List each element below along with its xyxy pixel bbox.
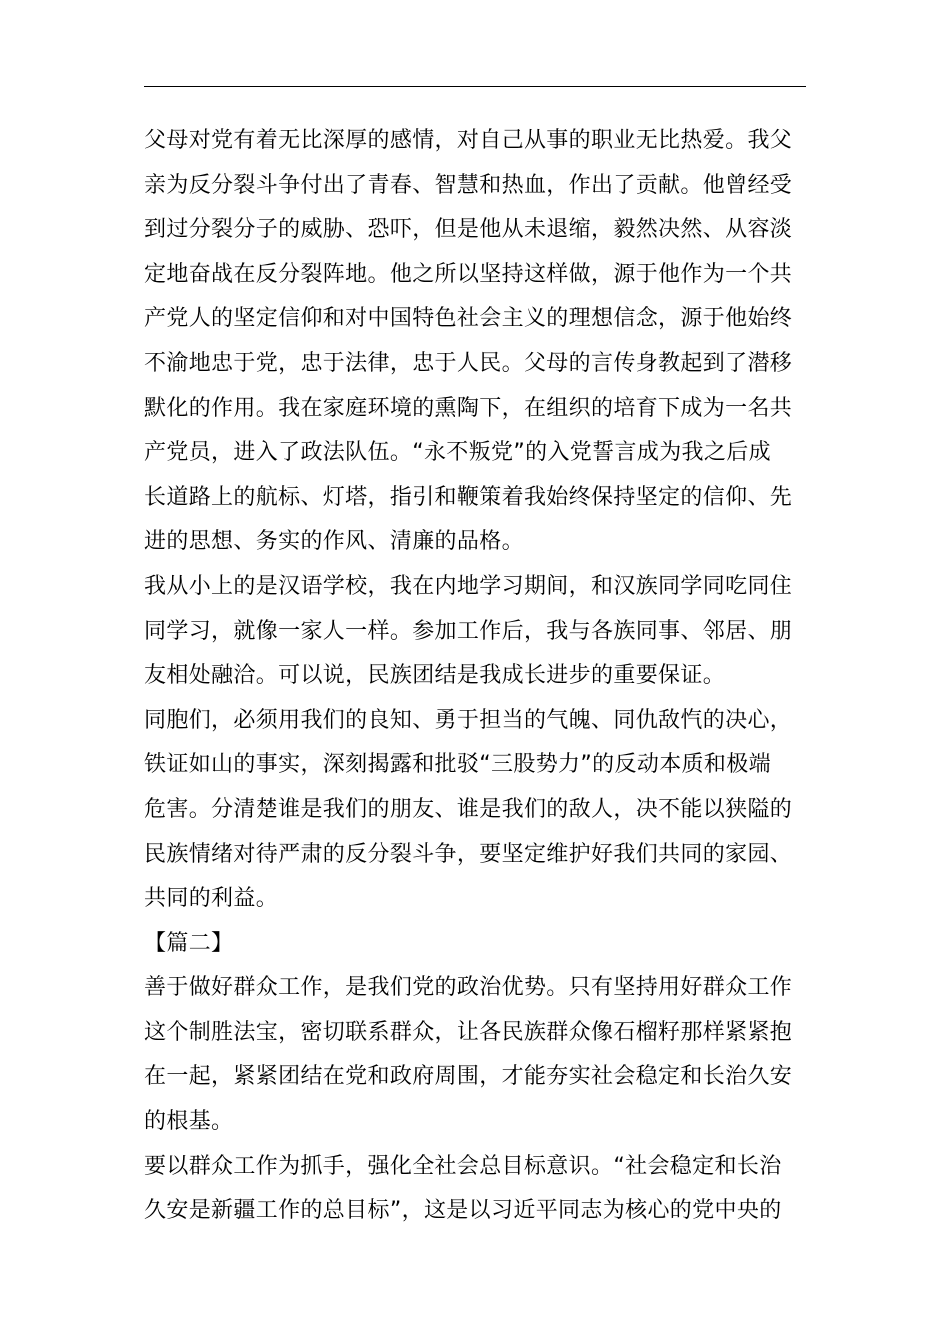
text-line: 产党员，进入了政法队伍。“永不叛党”的入党誓言成为我之后成 (144, 440, 771, 466)
text-line: 铁证如山的事实，深刻揭露和批驳“三股势力”的反动本质和极端 (144, 752, 771, 778)
text-line: 在一起，紧紧团结在党和政府周围，才能夯实社会稳定和长治久安 (144, 1064, 793, 1090)
text-line: 我从小上的是汉语学校，我在内地学习期间，和汉族同学同吃同住 (144, 573, 793, 599)
text-line: 善于做好群众工作，是我们党的政治优势。只有坚持用好群众工作 (144, 975, 793, 1001)
header-rule (144, 86, 806, 87)
text-line: 默化的作用。我在家庭环境的熏陶下，在组织的培育下成为一名共 (144, 395, 793, 421)
text-line: 这个制胜法宝，密切联系群众，让各民族群众像石榴籽那样紧紧抱 (144, 1019, 793, 1045)
text-line: 不渝地忠于党，忠于法律，忠于人民。父母的言传身教起到了潜移 (144, 350, 793, 376)
text-line: 要以群众工作为抓手，强化全社会总目标意识。“社会稳定和长治 (144, 1153, 782, 1179)
text-line: 危害。分清楚谁是我们的朋友、谁是我们的敌人，决不能以狭隘的 (144, 796, 793, 822)
text-line: 到过分裂分子的威胁、恐吓，但是他从未退缩，毅然决然、从容淡 (144, 217, 793, 243)
text-line: 共同的利益。 (144, 886, 279, 912)
text-line: 定地奋战在反分裂阵地。他之所以坚持这样做，源于他作为一个共 (144, 261, 793, 287)
text-line: 友相处融洽。可以说，民族团结是我成长进步的重要保证。 (144, 663, 726, 689)
section-heading: 【篇二】 (144, 930, 234, 956)
text-line: 长道路上的航标、灯塔，指引和鞭策着我始终保持坚定的信仰、先 (144, 484, 793, 510)
text-line: 民族情绪对待严肃的反分裂斗争，要坚定维护好我们共同的家园、 (144, 841, 793, 867)
text-line: 久安是新疆工作的总目标”，这是以习近平同志为核心的党中央的 (144, 1198, 782, 1224)
text-line: 进的思想、务实的作风、清廉的品格。 (144, 529, 524, 555)
text-line: 同胞们，必须用我们的良知、勇于担当的气魄、同仇敌忾的决心， (144, 707, 793, 733)
text-line: 的根基。 (144, 1109, 234, 1135)
text-line: 亲为反分裂斗争付出了青春、智慧和热血，作出了贡献。他曾经受 (144, 172, 793, 198)
text-line: 父母对党有着无比深厚的感情，对自己从事的职业无比热爱。我父 (144, 128, 793, 153)
document-body (144, 119, 806, 1234)
text-line: 产党人的坚定信仰和对中国特色社会主义的理想信念，源于他始终 (144, 306, 793, 332)
text-line: 同学习，就像一家人一样。参加工作后，我与各族同事、邻居、朋 (144, 618, 793, 644)
